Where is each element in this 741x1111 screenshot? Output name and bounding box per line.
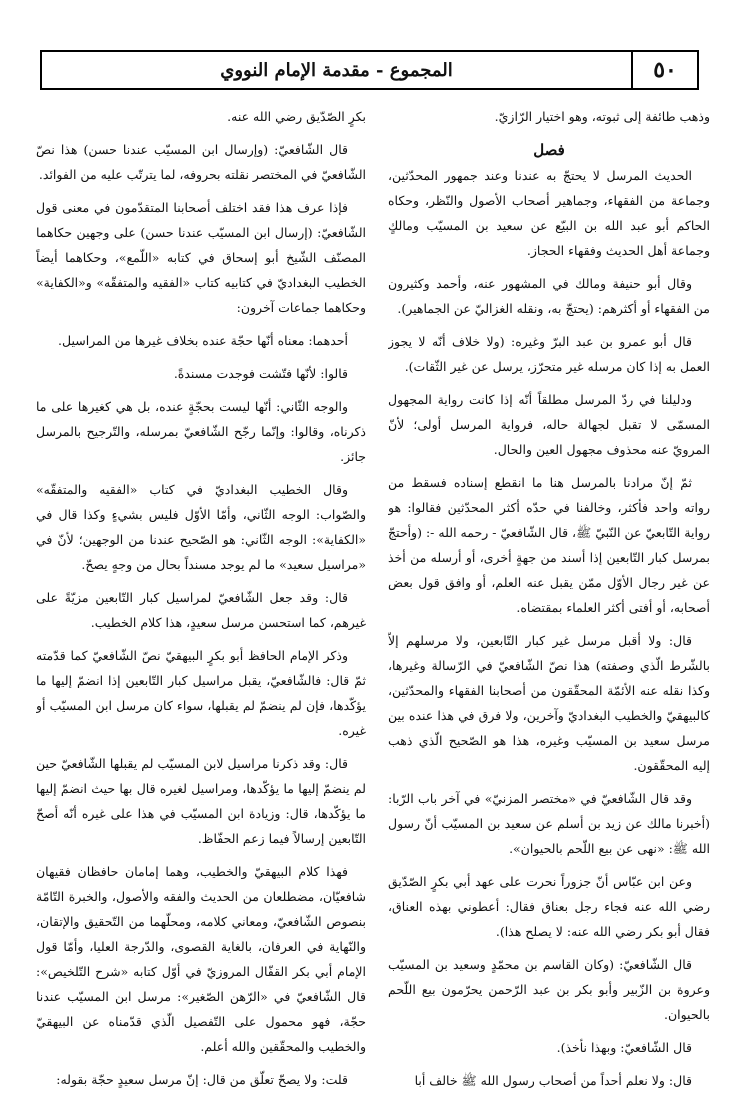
paragraph: وذهب طائفة إلى ثبوته، وهو اختيار الرّازيّ. [494,109,710,124]
paragraph: وعن ابن عبّاس أنّ جزوراً نحرت على عهد أبي بكرٍ الصّدّيق رضي الله عنه فجاء رجل بعناق فقال: أعطوني بهذه العناق، فقال أبو بكر رضي الله عنه: لا يصلح هذا). [388,874,710,939]
paragraph: قالوا: لأنّها فتّشت فوجدت مسندةً. [173,366,348,381]
section-heading: فصل [533,141,565,159]
paragraph: قال: وقد ذكرنا مراسيل لابن المسيّب لم يقبلها الشّافعيّ حين لم ينضمّ إليها ما يؤكّدها، ومراسيل لغيره قال بها حيث انضمّ إليها ما يؤكّدها، قال: وزيادة ابن المسيّب في هذا على غيره أنّه أصحّ التّابعين إرسالاً فيما زعم الحفّاظ. [36,756,366,846]
paragraph: قال الشّافعيّ: (وإرسال ابن المسيّب عندنا حسن) هذا نصّ الشّافعيّ في المختصر نقلته بحروفه، لما يترتّب عليه من الفوائد. [36,142,366,182]
paragraph: قال: وقد جعل الشّافعيّ لمراسيل كبار التّابعين مزيّةً على غيرهم، كما استحسن مرسل سعيدٍ، هذا كلام الخطيب. [36,590,366,630]
paragraph: قال أبو عمرو بن عبد البرّ وغيره: (ولا خلاف أنّه لا يجوز العمل به إذا كان مرسله غير متحرّز، يرسل عن غير الثّقات). [388,334,710,374]
running-title: المجموع - مقدمة الإمام النووي [220,59,453,81]
paragraph: فهذا كلام البيهقيّ والخطيب، وهما إمامان حافظان فقيهان شافعيّان، مضطلعان من الحديث والفقه والأصول، والخبرة التّامّة بنصوص الشّافعيّ، ومعاني كلامه، ومحلّهما من التّحقيق والإتقان، والنّهاية في العرفان، بالغاية القصوى، والدّرجة العليا، وأمّا قول الإمام أبي بكر القفّال المروزيّ في أوّل كتابه «شرح التّلخيص»: قال الشّافعيّ في «الرّهن الصّغير»: مرسل ابن المسيّب عندنا حجّة، فهو محمول على التّفصيل الّذي قدّمناه عن البيهقيّ والخطيب والمحقّقين والله أعلم. [36,864,366,1054]
paragraph: قال: ولا نعلم أحداً من أصحاب رسول الله ﷺ خالف أبا [414,1073,692,1088]
paragraph: والوجه الثّاني: أنّها ليست بحجّةٍ عنده، بل هي كغيرها على ما ذكرناه، وقالوا: وإنّما رجّح الشّافعيّ بمرسله، والتّرجيح بالمرسل جائز. [36,399,366,464]
paragraph: ثمّ إنّ مرادنا بالمرسل هنا ما انقطع إسناده فسقط من رواته واحد فأكثر، وخالفنا في حدّه أكثر المحدّثين فقالوا: هو رواية التّابعيّ عن النّبيّ ﷺ، قال الشّافعيّ - رحمه الله -: (وأحتجّ بمرسل كبار التّابعين إذا أسند من جهةٍ أخرى، أو أرسله من أخذ عن غير رجال الأوّل ممّن يقبل عنه العلم، أو وافق قول بعض أصحابه، أو أفتى أكثر العلماء بمقتضاه. [388,475,710,615]
paragraph: قال الشّافعيّ: (وكان القاسم بن محمّدٍ وسعيد بن المسيّب وعروة بن الزّبير وأبو بكر بن عبد الرّحمن يحرّمون بيع اللّحم بالحيوان. [388,957,710,1022]
right-column [388,104,710,1099]
paragraph: أحدهما: معناه أنّها حجّة عنده بخلاف غيرها من المراسيل. [58,333,348,348]
paragraph: قال الشّافعيّ: وبهذا نأخذ). [556,1040,692,1055]
paragraph: الحديث المرسل لا يحتجّ به عندنا وعند جمهور المحدّثين، وجماعة من الفقهاء، وجماهير أصحاب الأصول والنّظر، وحكاه الحاكم أبو عبد الله بن البيّع عن سعيد بن المسيّب ومالكٍ وجماعة أهل الحديث وفقهاء الحجاز. [388,168,710,258]
paragraph: وقال الخطيب البغداديّ في كتاب «الفقيه والمتفقّه» والصّواب: الوجه الثّاني، وأمّا الأوّل فليس بشيءٍ وكذا قال في «الكفاية»: الوجه الثّاني: هو الصّحيح عندنا من الوجهين؛ لأنّ في «مراسيل سعيد» ما لم يوجد مسنداً بحال من وجهٍ يصحّ. [36,482,366,572]
paragraph: وقال أبو حنيفة ومالك في المشهور عنه، وأحمد وكثيرون من الفقهاء أو أكثرهم: (يحتجّ به، ونقله الغزاليّ عن الجماهير). [388,276,710,316]
page-header [40,50,699,90]
paragraph: فإذا عرف هذا فقد اختلف أصحابنا المتقدّمون في معنى قول الشّافعيّ: (إرسال ابن المسيّب عندنا حسن) على وجهين حكاهما المصنّف الشّيخ أبو إسحاق في كتابه «اللّمع»، وحكاهما أيضاً الخطيب البغداديّ في كتابيه كتاب «الفقيه والمتفقّه» و«الكفاية» وحكاهما جماعات آخرون: [36,200,366,315]
paragraph: وقد قال الشّافعيّ في «مختصر المزنيّ» في آخر باب الرّبا: (أخبرنا مالك عن زيد بن أسلم عن سعيد بن المسيّب أنّ رسول الله ﷺ: «نهى عن بيع اللّحم بالحيوان». [388,791,710,856]
paragraph: بكرٍ الصّدّيق رضي الله عنه. [227,109,366,124]
left-column [36,104,366,1099]
paragraph: قال: ولا أقبل مرسل غير كبار التّابعين، ولا مرسلهم إلاّ بالشّرط الّذي وصفته) هذا نصّ الشّافعيّ في الرّسالة وغيرها، وكذا نقله عنه الأئمّة المحقّقون من أصحابنا الفقهاء والمحدّثين، كالبيهقيّ والخطيب البغداديّ وآخرين، ولا فرق في هذا عنده بين مرسل سعيد بن المسيّب وغيره، هذا هو الصّحيح الّذي ذهب إليه المحقّقون. [388,633,710,773]
paragraph: وذكر الإمام الحافظ أبو بكرٍ البيهقيّ نصّ الشّافعيّ كما قدّمته ثمّ قال: فالشّافعيّ، يقبل مراسيل كبار التّابعين إذا انضمّ إليها ما يؤكّدها، فإن لم ينضمّ لم يقبلها، سواء كان مرسل ابن المسيّب أو غيره. [36,648,366,738]
paragraph: ودليلنا في ردّ المرسل مطلقاً أنّه إذا كانت رواية المجهول المسمّى لا تقبل لجهالة حاله، فرواية المرسل أولى؛ لأنّ المرويّ عنه محذوف مجهول العين والحال. [388,392,710,457]
page-number: ٥٠ [631,52,697,88]
paragraph: قلت: ولا يصحّ تعلّق من قال: إنّ مرسل سعيدٍ حجّة بقوله: [56,1072,348,1087]
